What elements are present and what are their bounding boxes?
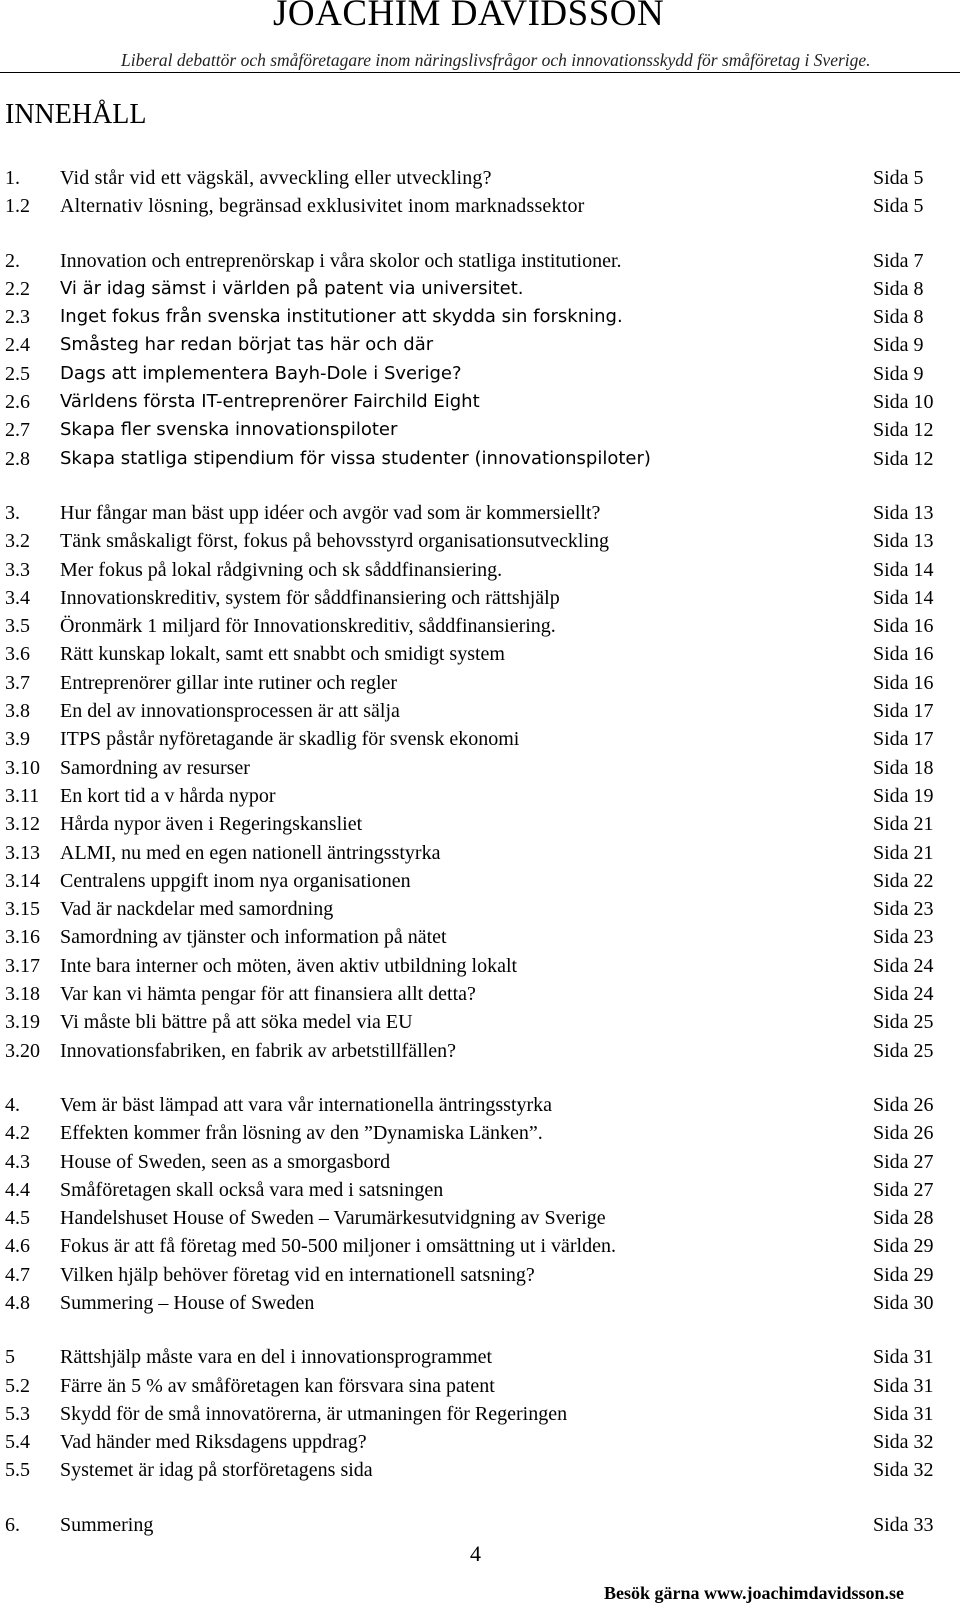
- toc-entry[interactable]: [0, 1343, 960, 1371]
- toc-entry-title: Vem är bäst lämpad att vara vår internationella äntringsstyrka: [60, 1093, 553, 1116]
- toc-entry-title: Vi är idag sämst i världen på patent via universitet.: [60, 277, 524, 299]
- toc-entry-title: ALMI, nu med en egen nationell äntringsstyrka: [60, 841, 441, 864]
- footer-link-text: Besök gärna www.joachimdavidsson.se: [604, 1583, 905, 1603]
- toc-entry-page: Sida 21: [873, 813, 934, 836]
- toc-entry-number: 3.20: [5, 1039, 40, 1062]
- toc-entry-page: Sida 14: [873, 586, 934, 609]
- toc-entry[interactable]: [0, 640, 960, 668]
- toc-entry-number: 3.8: [5, 700, 30, 723]
- author-name: JOACHIM DAVIDSSON: [273, 0, 665, 34]
- toc-entry-page: Sida 21: [873, 841, 934, 864]
- toc-entry-title: Småföretagen skall också vara med i satsningen: [60, 1178, 444, 1201]
- toc-entry-number: 3.16: [5, 926, 40, 949]
- toc-entry-title: Skapa fler svenska innovationspiloter: [60, 419, 398, 441]
- toc-entry-number: 3.: [5, 501, 20, 524]
- toc-entry-title: Effekten kommer från lösning av den ”Dynamiska Länken”.: [60, 1122, 543, 1145]
- toc-entry[interactable]: [0, 1008, 960, 1036]
- toc-section: [0, 499, 960, 1065]
- toc-entry[interactable]: [0, 895, 960, 923]
- toc-entry-title: Mer fokus på lokal rådgivning och sk såddfinansiering.: [60, 558, 503, 581]
- page-header: [0, 0, 960, 76]
- toc-entry-page: Sida 31: [873, 1374, 934, 1397]
- toc-entry-page: Sida 19: [873, 784, 934, 807]
- toc-entry-title: Hur fångar man bäst upp idéer och avgör vad som är kommersiellt?: [60, 501, 601, 524]
- toc-entry-page: Sida 13: [873, 530, 934, 553]
- toc-entry[interactable]: [0, 1289, 960, 1317]
- toc-section: [0, 1343, 960, 1484]
- toc-entry[interactable]: [0, 1148, 960, 1176]
- toc-entry-number: 4.: [5, 1093, 20, 1116]
- toc-entry-page: Sida 33: [873, 1513, 934, 1536]
- toc-entry-number: 3.9: [5, 728, 30, 751]
- toc-entry[interactable]: [0, 839, 960, 867]
- toc-entry-title: Hårda nypor även i Regeringskansliet: [60, 813, 363, 836]
- toc-entry-title: Skapa statliga stipendium för vissa studenter (innovationspiloter): [60, 447, 651, 469]
- toc-entry-number: 5.5: [5, 1459, 30, 1482]
- toc-entry-title: Samordning av tjänster och information på nätet: [60, 926, 447, 949]
- toc-entry-page: Sida 29: [873, 1263, 934, 1286]
- toc-entry-page: Sida 28: [873, 1207, 934, 1230]
- toc-entry-page: Sida 30: [873, 1291, 934, 1314]
- toc-entry-title: Var kan vi hämta pengar för att finansiera allt detta?: [60, 983, 476, 1006]
- toc-entry[interactable]: [0, 1428, 960, 1456]
- toc-entry[interactable]: [0, 952, 960, 980]
- toc-entry-page: Sida 12: [873, 419, 934, 442]
- toc-entry[interactable]: [0, 1204, 960, 1232]
- toc-entry-title: Centralens uppgift inom nya organisationen: [60, 869, 411, 892]
- toc-entry-title: Världens första IT-entreprenörer Fairchild Eight: [60, 391, 480, 413]
- toc-entry-title: Rättshjälp måste vara en del i innovationsprogrammet: [60, 1346, 493, 1369]
- toc-entry[interactable]: [0, 1176, 960, 1204]
- toc-entry-page: Sida 26: [873, 1122, 934, 1145]
- toc-entry-page: Sida 17: [873, 728, 934, 751]
- toc-entry-title: Inget fokus från svenska institutioner att skydda sin forskning.: [60, 306, 623, 328]
- toc-entry-number: 4.4: [5, 1178, 30, 1201]
- author-tagline: Liberal debattör och småföretagare inom näringslivsfrågor och innovationsskydd för småföretag i Sverige.: [121, 50, 871, 70]
- toc-entry-page: Sida 13: [873, 501, 934, 524]
- toc-entry-page: Sida 9: [873, 334, 924, 357]
- toc-entry[interactable]: [0, 164, 960, 192]
- toc-entry-number: 2.7: [5, 419, 30, 442]
- toc-entry-title: En kort tid a v hårda nypor: [60, 784, 276, 807]
- toc-entry-title: Innovation och entreprenörskap i våra skolor och statliga institutioner.: [60, 249, 622, 272]
- toc-entry-title: Rätt kunskap lokalt, samt ett snabbt och smidigt system: [60, 643, 505, 666]
- toc-entry-number: 2.2: [5, 277, 30, 300]
- toc-entry[interactable]: [0, 1037, 960, 1065]
- toc-entry-number: 3.19: [5, 1011, 40, 1034]
- toc-entry-page: Sida 16: [873, 643, 934, 666]
- toc-entry[interactable]: [0, 445, 960, 473]
- toc-entry[interactable]: [0, 247, 960, 275]
- toc-entry-number: 3.11: [5, 784, 40, 807]
- toc-entry-page: Sida 24: [873, 983, 934, 1006]
- toc-entry-page: Sida 31: [873, 1402, 934, 1425]
- toc-entry[interactable]: [0, 1372, 960, 1400]
- toc-entry-page: Sida 5: [873, 167, 924, 189]
- toc-entry[interactable]: [0, 923, 960, 951]
- toc-entry-number: 3.3: [5, 558, 30, 581]
- toc-section: [0, 1511, 960, 1539]
- toc-entry[interactable]: [0, 1456, 960, 1484]
- toc-entry[interactable]: [0, 556, 960, 584]
- toc-entry-title: Dags att implementera Bayh-Dole i Sverige?: [60, 362, 462, 384]
- toc-entry-number: 5: [5, 1346, 15, 1369]
- toc-entry[interactable]: [0, 1261, 960, 1289]
- toc-entry[interactable]: [0, 499, 960, 527]
- toc-entry-page: Sida 16: [873, 615, 934, 638]
- toc-entry-page: Sida 31: [873, 1346, 934, 1369]
- toc-entry-page: Sida 16: [873, 671, 934, 694]
- toc-entry[interactable]: [0, 782, 960, 810]
- toc-entry-number: 3.14: [5, 869, 40, 892]
- toc-entry-page: Sida 18: [873, 756, 934, 779]
- toc-entry-number: 4.6: [5, 1235, 30, 1258]
- toc-entry-number: 4.5: [5, 1207, 30, 1230]
- toc-entry-title: Innovationskreditiv, system för såddfinansiering och rättshjälp: [60, 586, 560, 609]
- toc-entry-number: 4.7: [5, 1263, 30, 1286]
- toc-entry-title: Systemet är idag på storföretagens sida: [60, 1459, 373, 1482]
- toc-entry-title: Summering: [60, 1513, 154, 1536]
- toc-entry-title: Inte bara interner och möten, även aktiv utbildning lokalt: [60, 954, 518, 977]
- toc-entry-page: Sida 5: [873, 195, 924, 218]
- toc-entry-number: 3.13: [5, 841, 40, 864]
- toc-entry-page: Sida 14: [873, 558, 934, 581]
- toc-entry-page: Sida 23: [873, 898, 934, 921]
- toc-entry[interactable]: [0, 980, 960, 1008]
- toc-entry[interactable]: [0, 1091, 960, 1119]
- toc-entry-title: Entreprenörer gillar inte rutiner och regler: [60, 671, 398, 694]
- toc-entry-page: Sida 17: [873, 700, 934, 723]
- toc-entry[interactable]: [0, 584, 960, 612]
- toc-entry-title: Handelshuset House of Sweden – Varumärkesutvidgning av Sverige: [60, 1207, 606, 1230]
- toc-entry-title: Innovationsfabriken, en fabrik av arbetstillfällen?: [60, 1039, 456, 1062]
- toc-entry[interactable]: [0, 303, 960, 331]
- toc-entry-page: Sida 8: [873, 306, 924, 329]
- toc-entry-page: Sida 10: [873, 391, 934, 414]
- toc-entry-page: Sida 32: [873, 1431, 934, 1454]
- toc-entry-number: 2.4: [5, 334, 30, 357]
- toc-entry-title: Vad är nackdelar med samordning: [60, 898, 334, 921]
- toc-entry-number: 5.2: [5, 1374, 30, 1397]
- toc-entry-title: Småsteg har redan börjat tas här och där: [60, 334, 434, 356]
- toc-entry-page: Sida 22: [873, 869, 934, 892]
- toc-entry-page: Sida 24: [873, 954, 934, 977]
- toc-entry-number: 2.6: [5, 391, 30, 414]
- toc-entry-title: Färre än 5 % av småföretagen kan försvara sina patent: [60, 1374, 495, 1397]
- toc-entry[interactable]: [0, 754, 960, 782]
- toc-entry-page: Sida 9: [873, 362, 924, 385]
- toc-entry-page: Sida 25: [873, 1039, 934, 1062]
- toc-entry-number: 2.8: [5, 447, 30, 470]
- toc-entry-number: 3.5: [5, 615, 30, 638]
- toc-entry-number: 3.17: [5, 954, 40, 977]
- toc-entry[interactable]: [0, 810, 960, 838]
- toc-entry-title: House of Sweden, seen as a smorgasbord: [60, 1150, 391, 1173]
- toc-section: [0, 1091, 960, 1317]
- toc-entry-number: 3.15: [5, 898, 40, 921]
- toc-entry-number: 1.: [5, 167, 20, 189]
- toc-entry-page: Sida 8: [873, 277, 924, 300]
- toc-section: [0, 247, 960, 473]
- toc-entry-number: 2.3: [5, 306, 30, 329]
- toc-entry-number: 1.2: [5, 195, 30, 218]
- toc-entry-number: 2.: [5, 249, 20, 272]
- toc-entry[interactable]: [0, 1232, 960, 1260]
- toc-entry-number: 5.3: [5, 1402, 30, 1425]
- toc-entry-title: Vilken hjälp behöver företag vid en internationell satsning?: [60, 1263, 535, 1286]
- toc-entry[interactable]: [0, 360, 960, 388]
- toc-entry-page: Sida 26: [873, 1093, 934, 1116]
- toc-entry-page: Sida 12: [873, 447, 934, 470]
- toc-entry-number: 4.3: [5, 1150, 30, 1173]
- toc-entry[interactable]: [0, 1400, 960, 1428]
- toc-entry-title: ITPS påstår nyföretagande är skadlig för svensk ekonomi: [60, 728, 520, 751]
- toc-entry-title: Vid står vid ett vägskäl, avveckling eller utveckling?: [60, 167, 492, 189]
- toc-entry[interactable]: [0, 416, 960, 444]
- toc-entry-page: Sida 27: [873, 1150, 934, 1173]
- table-of-contents: [0, 164, 960, 1539]
- toc-entry[interactable]: [0, 725, 960, 753]
- toc-entry-number: 4.2: [5, 1122, 30, 1145]
- toc-entry-number: 6.: [5, 1513, 20, 1536]
- toc-entry-title: En del av innovationsprocessen är att sälja: [60, 700, 400, 723]
- toc-entry[interactable]: [0, 192, 960, 220]
- toc-entry[interactable]: [0, 669, 960, 697]
- toc-entry-page: Sida 25: [873, 1011, 934, 1034]
- toc-entry-number: 5.4: [5, 1431, 30, 1454]
- toc-entry-page: Sida 29: [873, 1235, 934, 1258]
- toc-entry-title: Alternativ lösning, begränsad exklusivitet inom marknadssektor: [60, 195, 585, 218]
- toc-entry[interactable]: [0, 697, 960, 725]
- header-rule: [0, 72, 960, 73]
- toc-entry-number: 3.4: [5, 586, 30, 609]
- toc-entry-page: Sida 7: [873, 249, 924, 272]
- toc-entry-title: Vad händer med Riksdagens uppdrag?: [60, 1431, 367, 1454]
- toc-entry-title: Tänk småskaligt först, fokus på behovsstyrd organisationsutveckling: [60, 530, 609, 553]
- toc-entry[interactable]: [0, 1119, 960, 1147]
- toc-entry[interactable]: [0, 527, 960, 555]
- toc-entry-number: 3.7: [5, 671, 30, 694]
- toc-entry-page: Sida 23: [873, 926, 934, 949]
- toc-entry-page: Sida 27: [873, 1178, 934, 1201]
- toc-entry-title: Vi måste bli bättre på att söka medel via EU: [60, 1011, 413, 1034]
- toc-entry[interactable]: [0, 867, 960, 895]
- toc-entry-title: Skydd för de små innovatörerna, är utmaningen för Regeringen: [60, 1402, 568, 1425]
- toc-entry[interactable]: [0, 612, 960, 640]
- toc-section: [0, 164, 960, 221]
- toc-heading: INNEHÅLL: [5, 99, 147, 130]
- toc-entry-title: Summering – House of Sweden: [60, 1291, 315, 1314]
- toc-entry[interactable]: [0, 1511, 960, 1539]
- toc-entry-number: 3.10: [5, 756, 40, 779]
- toc-entry-title: Samordning av resurser: [60, 756, 250, 779]
- page-number: 4: [470, 1541, 481, 1566]
- toc-entry-number: 3.18: [5, 983, 40, 1006]
- toc-entry[interactable]: [0, 388, 960, 416]
- toc-entry-number: 2.5: [5, 362, 30, 385]
- toc-entry-title: Fokus är att få företag med 50-500 miljoner i omsättning ut i världen.: [60, 1235, 616, 1258]
- toc-entry[interactable]: [0, 275, 960, 303]
- toc-entry-number: 4.8: [5, 1291, 30, 1314]
- toc-entry[interactable]: [0, 331, 960, 359]
- toc-entry-page: Sida 32: [873, 1459, 934, 1482]
- toc-entry-number: 3.12: [5, 813, 40, 836]
- toc-entry-title: Öronmärk 1 miljard för Innovationskreditiv, såddfinansiering.: [60, 615, 556, 638]
- toc-entry-number: 3.6: [5, 643, 30, 666]
- toc-entry-number: 3.2: [5, 530, 30, 553]
